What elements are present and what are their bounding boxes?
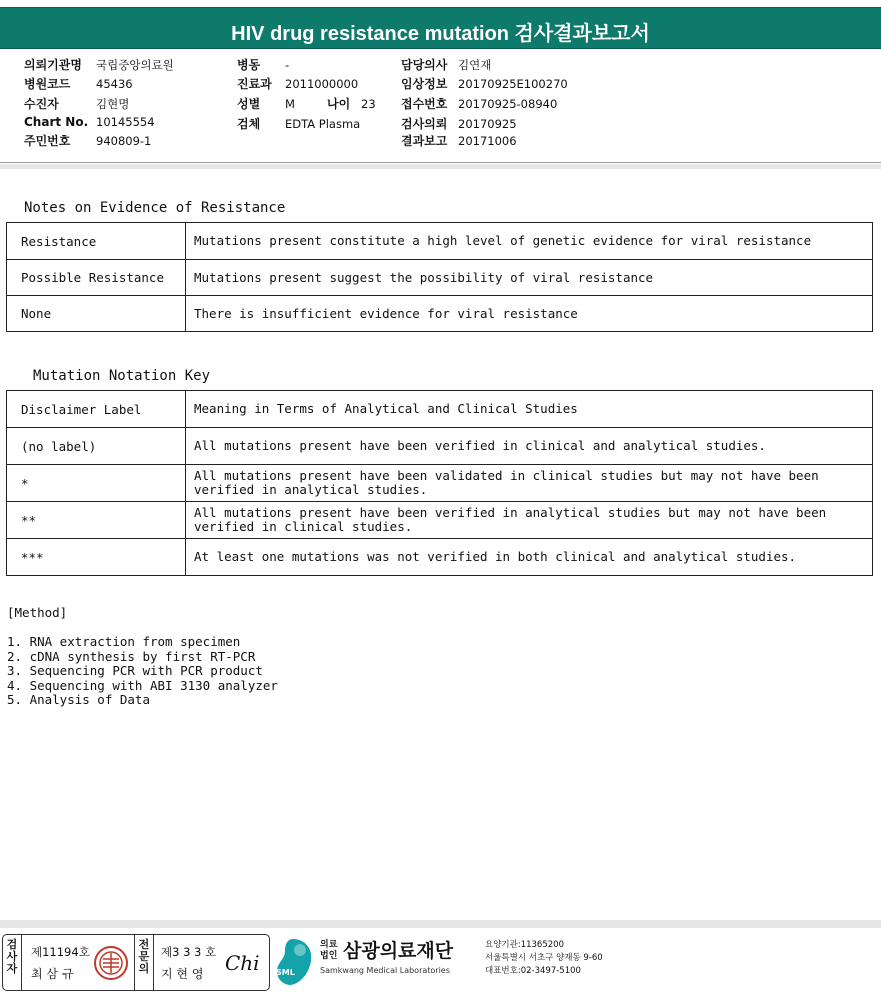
info-col2-row4: 검체 EDTA Plasma <box>237 117 361 131</box>
table-row <box>7 428 873 465</box>
signature-box <box>2 934 270 991</box>
key-label: *** <box>7 539 186 576</box>
org-address: 서울특별시 서초구 양재동 9-60 <box>485 953 603 963</box>
info-col2-row2: 진료과 2011000000 <box>237 77 359 91</box>
method-step: 4. Sequencing with ABI 3130 analyzer <box>7 677 278 693</box>
key-text: At least one mutations was not verified in both clinical and analytical studies. <box>186 539 873 576</box>
method-step: 5. Analysis of Data <box>7 692 150 708</box>
footer-shade <box>0 920 881 928</box>
info-col2-row1: 병동 - <box>237 58 290 72</box>
org-name: 삼광의료재단 <box>343 940 454 962</box>
specialist-label: 전 문 의 <box>138 938 150 975</box>
method-step: 1. RNA extraction from specimen <box>7 634 241 649</box>
seal-icon <box>93 945 129 981</box>
notes-text: There is insufficient evidence for viral resistance <box>186 296 873 332</box>
notes-label: None <box>7 296 186 332</box>
tester-label: 검 사 자 <box>6 938 18 975</box>
specialist-name: 지 현 영 <box>161 967 204 981</box>
notes-table <box>6 222 873 332</box>
notes-label: Resistance <box>7 223 186 260</box>
table-row <box>7 296 873 332</box>
key-title: Mutation Notation Key <box>33 368 211 384</box>
info-col1-row1: 의뢰기관명 국립중앙의료원 <box>24 58 174 72</box>
table-row <box>7 391 873 428</box>
table-row <box>7 465 873 502</box>
key-text: All mutations present have been validated in clinical studies but may not have been verified in analytical studies. <box>186 465 873 502</box>
org-type: 의료 법인 <box>320 940 338 961</box>
org-english-name: Samkwang Medical Laboratories <box>320 966 450 975</box>
report-title-bar <box>0 7 881 49</box>
tester-license: 제11194호 <box>31 945 90 959</box>
info-col3-row5: 결과보고 20171006 <box>401 134 517 148</box>
sml-badge: SML <box>276 968 295 977</box>
divider-shade <box>0 164 881 169</box>
key-text: All mutations present have been verified in clinical and analytical studies. <box>186 428 873 465</box>
notes-label: Possible Resistance <box>7 260 186 296</box>
info-col1-row2: 병원코드 45436 <box>24 77 133 91</box>
org-code: 요양기관:11365200 <box>485 940 564 950</box>
table-row <box>7 260 873 296</box>
method-title: [Method] <box>7 605 68 620</box>
key-label: Disclaimer Label <box>7 391 186 428</box>
tester-name: 최 삼 규 <box>31 967 74 981</box>
notes-text: Mutations present suggest the possibility of viral resistance <box>186 260 873 296</box>
box-divider <box>153 935 154 990</box>
key-label: ** <box>7 502 186 539</box>
info-col2-row3: 성별 M <box>237 97 295 111</box>
method-steps <box>7 635 278 708</box>
info-col3-row4: 검사의뢰 20170925 <box>401 117 517 131</box>
info-age: 나이 23 <box>327 97 376 111</box>
divider <box>0 162 881 163</box>
info-col3-row3: 접수번호 20170925-08940 <box>401 97 558 111</box>
signature: Chi <box>225 951 260 975</box>
table-row <box>7 539 873 576</box>
info-col3-row1: 담당의사 김연재 <box>401 58 492 72</box>
method-step: 3. Sequencing PCR with PCR product <box>7 663 263 679</box>
box-divider <box>21 935 22 990</box>
sml-logo-icon <box>271 937 315 987</box>
specialist-license: 제3 3 3 호 <box>161 945 217 959</box>
info-col1-row3: 수진자 김현명 <box>24 97 130 111</box>
key-text: All mutations present have been verified in analytical studies but may not have been verified in clinical studies. <box>186 502 873 539</box>
info-col3-row2: 임상정보 20170925E100270 <box>401 77 568 91</box>
key-label: (no label) <box>7 428 186 465</box>
key-label: * <box>7 465 186 502</box>
info-col1-row4: Chart No. 10145554 <box>24 115 155 129</box>
info-col1-row5: 주민번호 940809-1 <box>24 134 152 148</box>
org-contact <box>485 939 603 978</box>
table-row <box>7 223 873 260</box>
table-row <box>7 502 873 539</box>
notes-text: Mutations present constitute a high level of genetic evidence for viral resistance <box>186 223 873 260</box>
method-step: 2. cDNA synthesis by first RT-PCR <box>7 648 256 664</box>
notes-title: Notes on Evidence of Resistance <box>24 200 286 216</box>
report-title: HIV drug resistance mutation 검사결과보고서 <box>231 23 650 45</box>
key-text: Meaning in Terms of Analytical and Clinical Studies <box>186 391 873 428</box>
key-table <box>6 390 873 576</box>
box-divider <box>134 935 135 990</box>
org-phone: 대표번호:02-3497-5100 <box>485 966 581 976</box>
